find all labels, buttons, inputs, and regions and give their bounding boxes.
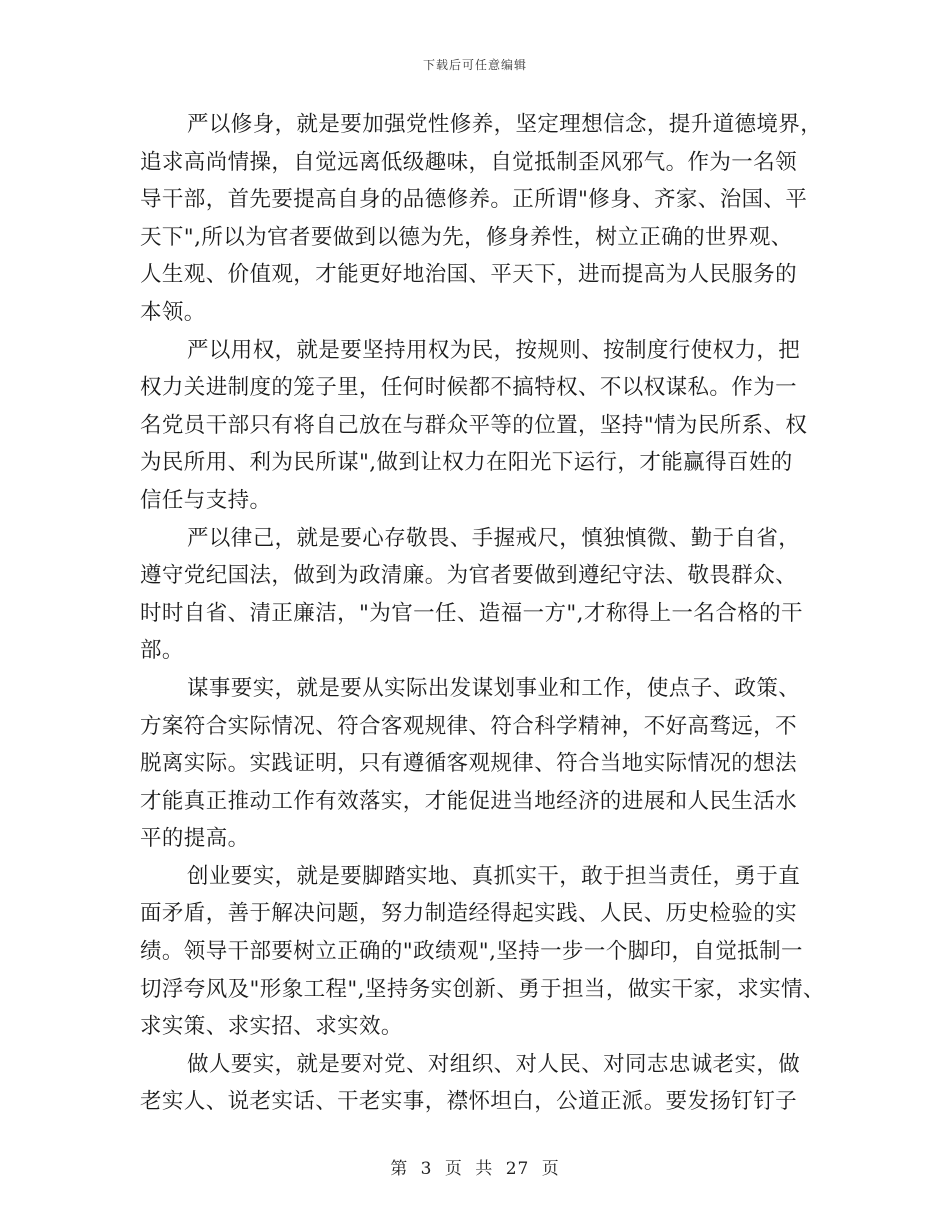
- paragraph-line: 信任与支持。: [140, 487, 272, 513]
- paragraph-line: 天下",所以为官者要做到以德为先，修身养性，树立正确的世界观、: [140, 224, 793, 250]
- paragraph-line: 面矛盾，善于解决问题，努力制造经得起实践、人民、历史检验的实: [140, 901, 798, 927]
- paragraph-first-line: 严以用权，就是要坚持用权为民，按规则、按制度行使权力，把: [187, 337, 801, 363]
- paragraph-line: 脱离实际。实践证明，只有遵循客观规律、符合当地实际情况的想法: [140, 751, 798, 777]
- paragraph-line: 方案符合实际情况、符合客观规律、符合科学精神，不好高骛远，不: [140, 713, 798, 739]
- paragraph-line: 追求高尚情操，自觉远离低级趣味，自觉抵制歪风邪气。作为一名领: [140, 149, 798, 175]
- paragraph-line: 为民所用、利为民所谋",做到让权力在阳光下运行，才能赢得百姓的: [140, 450, 793, 476]
- paragraph-first-line: 做人要实，就是要对党、对组织、对人民、对同志忠诚老实，做: [187, 1051, 801, 1077]
- paragraph-line: 求实策、求实招、求实效。: [140, 1014, 403, 1040]
- page-header: 下载后可任意编辑: [422, 58, 527, 72]
- paragraph-line: 人生观、价值观，才能更好地治国、平天下，进而提高为人民服务的: [140, 262, 798, 288]
- paragraph-line: 切浮夸风及"形象工程",坚持务实创新、勇于担当，做实干家，求实情、: [140, 976, 825, 1002]
- paragraph-line: 导干部，首先要提高自身的品德修养。正所谓"修身、齐家、治国、平: [140, 187, 808, 213]
- paragraph-line: 绩。领导干部要树立正确的"政绩观",坚持一步一个脚印，自觉抵制一: [140, 939, 803, 965]
- paragraph-first-line: 创业要实，就是要脚踏实地、真抓实干，敢于担当责任，勇于直: [187, 863, 801, 889]
- page-footer: 第 3 页 共 27 页: [390, 1159, 560, 1179]
- paragraph-first-line: 严以律己，就是要心存敬畏、手握戒尺，慎独慎微、勤于自省，: [187, 525, 801, 551]
- paragraph-line: 权力关进制度的笼子里，任何时候都不搞特权、不以权谋私。作为一: [140, 375, 798, 401]
- paragraph-line: 名党员干部只有将自己放在与群众平等的位置，坚持"情为民所系、权: [140, 412, 808, 438]
- paragraph-line: 平的提高。: [140, 826, 250, 852]
- paragraph-line: 部。: [140, 638, 184, 664]
- paragraph-first-line: 严以修身，就是要加强党性修养，坚定理想信念，提升道德境界，: [187, 112, 823, 137]
- body-text: [140, 106, 825, 1121]
- paragraph-line: 本领。: [140, 299, 206, 325]
- paragraph-line: 老实人、说老实话、干老实事，襟怀坦白，公道正派。要发扬钉钉子: [140, 1089, 798, 1115]
- paragraph-first-line: 谋事要实，就是要从实际出发谋划事业和工作，使点子、政策、: [187, 675, 801, 701]
- paragraph-line: 遵守党纪国法，做到为政清廉。为官者要做到遵纪守法、敬畏群众、: [140, 563, 798, 589]
- paragraph-line: 才能真正推动工作有效落实，才能促进当地经济的进展和人民生活水: [140, 788, 798, 814]
- paragraph-line: 时时自省、清正廉洁，"为官一任、造福一方",才称得上一名合格的干: [140, 600, 803, 626]
